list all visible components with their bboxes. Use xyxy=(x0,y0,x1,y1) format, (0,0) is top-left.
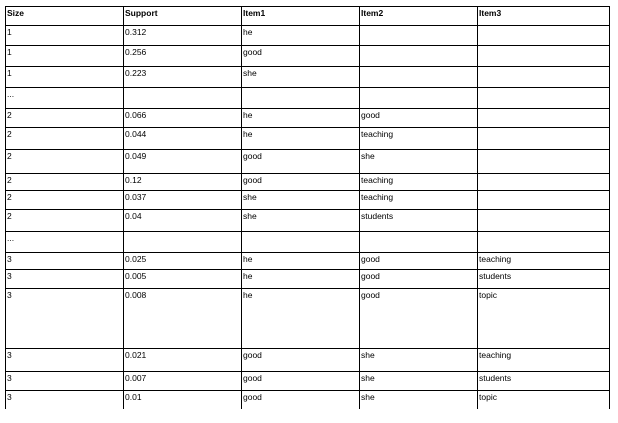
cell-item2: she xyxy=(360,391,478,410)
cell-item2 xyxy=(360,46,478,67)
cell-support xyxy=(124,88,242,109)
cell-item2: teaching xyxy=(360,174,478,191)
cell-item2 xyxy=(360,67,478,88)
cell-support: 0.021 xyxy=(124,349,242,372)
cell-item3: teaching xyxy=(478,253,610,270)
table-row xyxy=(6,109,610,128)
cell-item1: good xyxy=(242,174,360,191)
table-row xyxy=(6,26,610,46)
cell-size: 2 xyxy=(6,128,124,150)
cell-item1: he xyxy=(242,109,360,128)
cell-size: 2 xyxy=(6,109,124,128)
cell-item1 xyxy=(242,232,360,253)
cell-support: 0.01 xyxy=(124,391,242,410)
cell-item1: good xyxy=(242,46,360,67)
cell-size: 1 xyxy=(6,67,124,88)
cell-size: 2 xyxy=(6,210,124,232)
cell-support: 0.256 xyxy=(124,46,242,67)
cell-item3 xyxy=(478,150,610,174)
cell-support: 0.312 xyxy=(124,26,242,46)
cell-item2: she xyxy=(360,349,478,372)
table-row xyxy=(6,150,610,174)
cell-support: 0.008 xyxy=(124,289,242,349)
cell-item2 xyxy=(360,26,478,46)
cell-support: 0.049 xyxy=(124,150,242,174)
cell-size: ... xyxy=(6,88,124,109)
table-row xyxy=(6,174,610,191)
cell-item3: teaching xyxy=(478,349,610,372)
table-row xyxy=(6,289,610,349)
cell-item1: good xyxy=(242,349,360,372)
cell-item2 xyxy=(360,88,478,109)
table-row xyxy=(6,391,610,410)
cell-item1: he xyxy=(242,253,360,270)
cell-item3 xyxy=(478,128,610,150)
header-size: Size xyxy=(6,7,124,26)
cell-item2: she xyxy=(360,150,478,174)
cell-item2: she xyxy=(360,372,478,391)
table-row xyxy=(6,210,610,232)
cell-support: 0.025 xyxy=(124,253,242,270)
cell-size: 1 xyxy=(6,46,124,67)
table-row xyxy=(6,270,610,289)
cell-item2: teaching xyxy=(360,191,478,210)
table-row xyxy=(6,253,610,270)
cell-item1: he xyxy=(242,128,360,150)
cell-item2: students xyxy=(360,210,478,232)
cell-support: 0.04 xyxy=(124,210,242,232)
cell-item3: topic xyxy=(478,391,610,410)
header-item2: Item2 xyxy=(360,7,478,26)
header-item1: Item1 xyxy=(242,7,360,26)
cell-item1 xyxy=(242,88,360,109)
cell-support: 0.005 xyxy=(124,270,242,289)
table-row xyxy=(6,88,610,109)
cell-support: 0.066 xyxy=(124,109,242,128)
table-row xyxy=(6,372,610,391)
table-row xyxy=(6,67,610,88)
cell-item3 xyxy=(478,109,610,128)
cell-item1: he xyxy=(242,289,360,349)
cell-item1: he xyxy=(242,26,360,46)
header-item3: Item3 xyxy=(478,7,610,26)
cell-size: ... xyxy=(6,232,124,253)
cell-item3 xyxy=(478,174,610,191)
cell-support: 0.007 xyxy=(124,372,242,391)
cell-support: 0.037 xyxy=(124,191,242,210)
cell-item3 xyxy=(478,88,610,109)
cell-item1: good xyxy=(242,391,360,410)
cell-item2: good xyxy=(360,289,478,349)
cell-size: 3 xyxy=(6,372,124,391)
cell-item3: students xyxy=(478,372,610,391)
cell-size: 3 xyxy=(6,391,124,410)
table-row xyxy=(6,349,610,372)
cell-item3 xyxy=(478,67,610,88)
table-row xyxy=(6,46,610,67)
cell-item1: she xyxy=(242,210,360,232)
support-table xyxy=(5,6,610,409)
cell-item1: good xyxy=(242,150,360,174)
cell-item3: topic xyxy=(478,289,610,349)
table-body xyxy=(6,26,610,410)
cell-item2: good xyxy=(360,109,478,128)
cell-item1: he xyxy=(242,270,360,289)
cell-size: 2 xyxy=(6,174,124,191)
cell-size: 3 xyxy=(6,349,124,372)
cell-item2: good xyxy=(360,270,478,289)
header-support: Support xyxy=(124,7,242,26)
cell-size: 1 xyxy=(6,26,124,46)
header-row xyxy=(6,7,610,26)
table-row xyxy=(6,191,610,210)
cell-item1: she xyxy=(242,191,360,210)
cell-size: 2 xyxy=(6,150,124,174)
cell-item2: good xyxy=(360,253,478,270)
cell-support: 0.223 xyxy=(124,67,242,88)
cell-item2 xyxy=(360,232,478,253)
cell-support: 0.044 xyxy=(124,128,242,150)
cell-item3 xyxy=(478,191,610,210)
cell-size: 3 xyxy=(6,253,124,270)
cell-support: 0.12 xyxy=(124,174,242,191)
cell-item3 xyxy=(478,26,610,46)
cell-size: 3 xyxy=(6,270,124,289)
cell-item1: she xyxy=(242,67,360,88)
cell-support xyxy=(124,232,242,253)
table-row xyxy=(6,232,610,253)
cell-item2: teaching xyxy=(360,128,478,150)
cell-item3 xyxy=(478,232,610,253)
table-row xyxy=(6,128,610,150)
cell-item3: students xyxy=(478,270,610,289)
cell-size: 2 xyxy=(6,191,124,210)
cell-item1: good xyxy=(242,372,360,391)
cell-item3 xyxy=(478,210,610,232)
cell-size: 3 xyxy=(6,289,124,349)
cell-item3 xyxy=(478,46,610,67)
